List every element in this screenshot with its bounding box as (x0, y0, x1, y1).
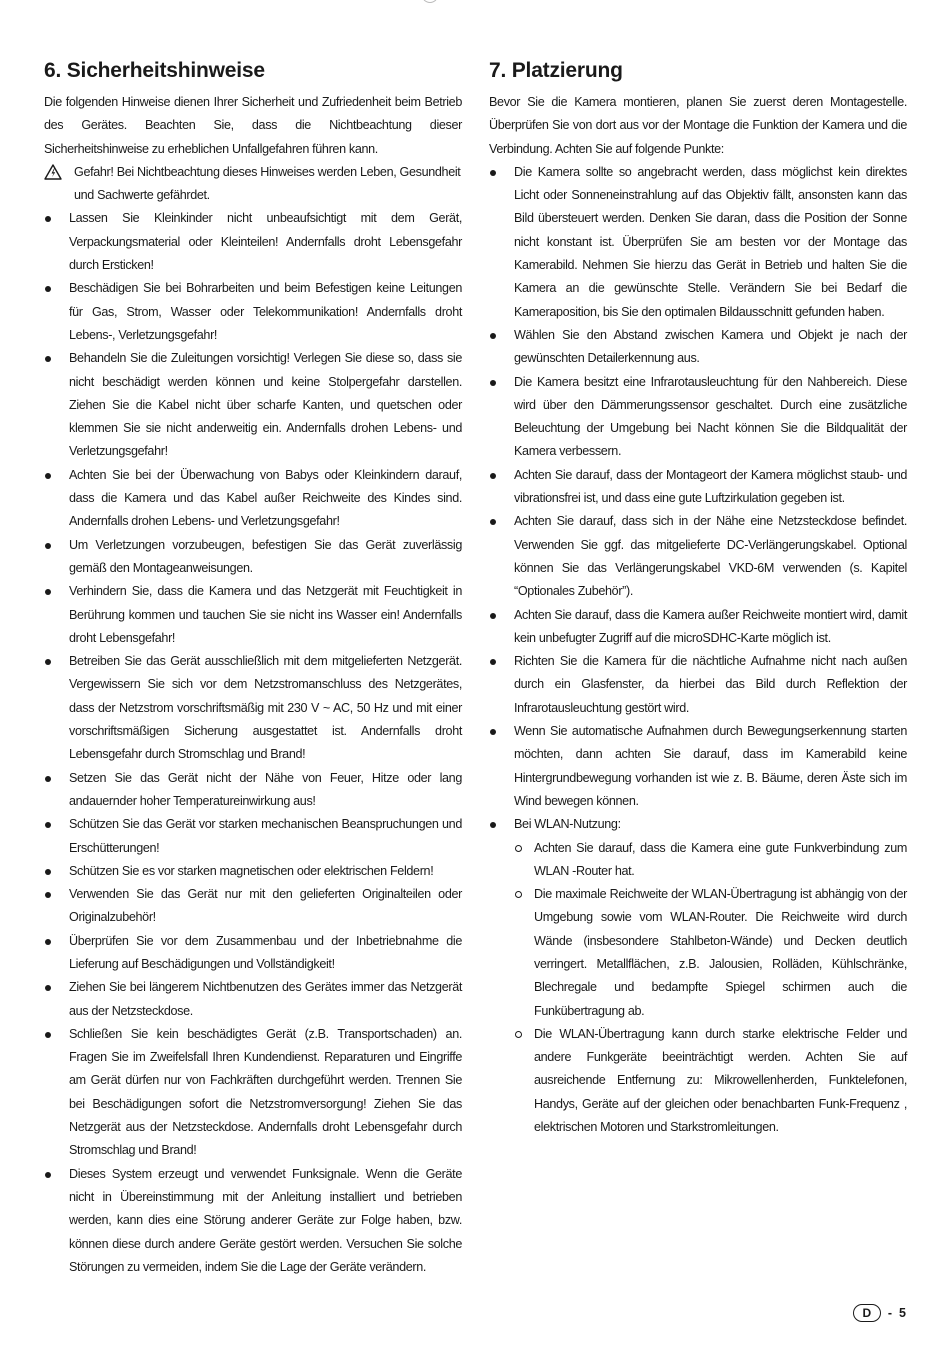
bullet-icon (490, 333, 496, 339)
page-footer (853, 1304, 906, 1322)
list-item (489, 324, 907, 371)
section-intro: Bevor Sie die Kamera montieren, planen Sie zuerst deren Montagestelle. Überprüfen Sie von dort aus vor der Montage die Funktion der Kamera und die Verbindung. Achten Sie auf folgende Punkte: (489, 95, 907, 156)
list-item (489, 650, 907, 720)
list-item (514, 837, 907, 884)
bullet-icon (45, 216, 51, 222)
list-item (489, 371, 907, 464)
warning-triangle-icon (44, 164, 62, 180)
bullet-icon (490, 822, 496, 828)
list-item (44, 464, 462, 534)
list-item-text: Verhindern Sie, dass die Kamera und das Netzgerät mit Feuchtigkeit in Berührung kommen und tauchen Sie sie nicht ins Wasser ein! Andernfalls droht Lebensgefahr! (69, 584, 462, 645)
bullet-icon (45, 1032, 51, 1038)
list-item-text: Achten Sie darauf, dass der Montageort der Kamera möglichst staub- und vibrationsfrei ist, und dass eine gute Luftzirkulation gegeben ist. (514, 467, 907, 506)
list-item-text: Achten Sie bei der Überwachung von Babys oder Kleinkindern darauf, dass die Kamera und das Kabel außer Reichweite des Kindes sind. Andernfalls drohen Lebens- und Verletzungsgefahr! (69, 467, 462, 529)
list-item-text: Richten Sie die Kamera für die nächtliche Aufnahme nicht nach außen durch ein Glasfenster, da hierbei das Bild durch Reflektion der Infrarotausleuchtung gestört wird. (514, 654, 907, 715)
list-item-text: Achten Sie darauf, dass die Kamera eine gute Funkverbindung zum WLAN -Router hat. (534, 840, 907, 878)
list-item (44, 534, 462, 581)
list-item (489, 464, 907, 511)
list-item-text: Die Kamera besitzt eine Infrarotausleuchtung für den Nahbereich. Diese wird über den Dämmerungssensor geschaltet. Durch eine zusätzliche Beleuchtung der Umgebung bei Nacht können Sie die Bildqualität der Kamera verbessern. (514, 374, 907, 459)
list-item (44, 580, 462, 650)
list-item (44, 767, 462, 814)
bullet-icon (45, 985, 51, 991)
circle-bullet-icon (515, 891, 522, 898)
warning-note (44, 161, 462, 208)
list-item-text: Schützen Sie das Gerät vor starken mechanischen Beanspruchungen und Erschütterungen! (69, 817, 462, 855)
list-item-text: Schließen Sie kein beschädigtes Gerät (z.B. Transportschaden) an. Fragen Sie im Zweifelsfall Ihren Kundendienst. Reparaturen und Eingriffe am Gerät dürfen nur von Fachkräften durchgeführt werden. Trennen Sie bei Beschädigungen sofort die Netzstromversorgung! Ziehen Sie das Netzgerät aus der Netzsteckdose. Andernfalls droht Lebensgefahr durch Stromschlag und Brand! (69, 1026, 462, 1158)
placement-list (489, 161, 907, 813)
list-item (44, 813, 462, 860)
bullet-icon (45, 869, 51, 875)
bullet-icon (45, 939, 51, 945)
list-item-text: Achten Sie darauf, dass die Kamera außer Reichweite montiert wird, damit kein unbefugter Zugriff auf die microSDHC-Karte möglich ist. (514, 607, 907, 645)
list-item-text: Die Kamera sollte so angebracht werden, dass möglichst kein direktes Licht oder Sonneneinstrahlung auf das Objektiv fällt, ansonsten kann das Bild übersteuert werden. Denken Sie daran, dass die Position der Sonne nicht konstant ist. Überprüfen Sie am besten vor der Montage das Kamerabild. Nehmen Sie hierzu das Gerät in Betrieb und halten Sie die Kamera an die gewünschte Stelle. Verändern Sie bei Bedarf die Kameraposition, bis Sie den optimalen Bildausschnitt gefunden haben. (514, 164, 907, 319)
warning-text: Gefahr! Bei Nichtbeachtung dieses Hinweises werden Leben, Gesundheit und Sachwerte gefährdet. (74, 164, 461, 203)
list-item (44, 860, 462, 883)
list-item (514, 883, 907, 1023)
bullet-icon (45, 659, 51, 665)
list-item (44, 277, 462, 347)
bullet-icon (45, 473, 51, 479)
list-item-text: Beschädigen Sie bei Bohrarbeiten und beim Befestigen keine Leitungen für Gas, Strom, Wasser oder Telekommunikation! Andernfalls droht Lebens-, Verletzungsgefahr! (69, 281, 462, 342)
bullet-icon (45, 543, 51, 549)
bullet-icon (45, 589, 51, 595)
wlan-label: Bei WLAN-Nutzung: (514, 817, 621, 832)
list-item (489, 813, 907, 1139)
list-item (44, 650, 462, 766)
list-item-text: Behandeln Sie die Zuleitungen vorsichtig! Verlegen Sie diese so, dass sie nicht beschädigt werden können und keine Stolpergefahr darstellen. Ziehen Sie die Kabel nicht über scharfe Kanten, und quetschen oder klemmen Sie sie nicht anderweitig ein. Andernfalls drohen Lebens- und Verletzungsgefahr! (69, 351, 462, 459)
list-item (44, 883, 462, 930)
list-item-text: Schützen Sie es vor starken magnetischen oder elektrischen Feldern! (69, 863, 434, 878)
list-item (44, 930, 462, 977)
bullet-icon (490, 380, 496, 386)
safety-list (44, 207, 462, 1279)
list-item-text: Die maximale Reichweite der WLAN-Übertragung ist abhängig von der Umgebung sowie vom WLAN-Router. Die Reichweite wird durch Wände (insbesondere Stahlbeton-Wände) und Decken deutlich verringert. Metallflächen, z.B. Jalousien, Rolläden, Kühlschränke, Blechregale und bedampfte Spiegel schirmen auch die Funkübertragung ab. (534, 887, 907, 1018)
bullet-icon (45, 892, 51, 898)
section-intro: Die folgenden Hinweise dienen Ihrer Sicherheit und Zufriedenheit beim Betrieb des Gerätes. Beachten Sie, dass die Nichtbeachtung dieser Sicherheitshinweise zu erheblichen Unfallgefahren führen kann. (44, 95, 462, 156)
wlan-list (489, 813, 907, 1139)
bullet-icon (490, 729, 496, 735)
page-separator: - (887, 1306, 893, 1320)
list-item (489, 720, 907, 813)
section-placement (489, 58, 907, 1139)
list-item-text: Achten Sie darauf, dass sich in der Nähe eine Netzsteckdose befindet. Verwenden Sie ggf. das mitgelieferte DC-Verlängerungskabel. Optional können Sie das Verlängerungskabel VKD-6M verwenden (s. Kapitel “Optionales Zubehör”). (514, 514, 907, 599)
crop-mark (422, 0, 438, 4)
bullet-icon (45, 776, 51, 782)
list-item-text: Setzen Sie das Gerät nicht der Nähe von Feuer, Hitze oder lang andauernder hoher Temperatureinwirkung aus! (69, 770, 462, 808)
list-item-text: Wählen Sie den Abstand zwischen Kamera und Objekt je nach der gewünschten Detailerkennung aus. (514, 327, 907, 366)
bullet-icon (45, 286, 51, 292)
list-item-text: Die WLAN-Übertragung kann durch starke elektrische Felder und andere Funkgeräte beeinträchtigt werden. Achten Sie auf ausreichende Entfernung zu: Mikrowellenherden, Funktelefonen, Handys, Geräte auf der gleichen oder benachbarten Funk-Frequenz , elektrischen Motoren und Starkstromleitungen. (534, 1026, 907, 1135)
bullet-icon (45, 356, 51, 362)
section-safety (44, 58, 462, 1279)
list-item-text: Wenn Sie automatische Aufnahmen durch Bewegungserkennung starten möchten, dann achten Sie darauf, dass im Kamerabild keine Hintergrundbewegung vorhanden ist wie z. B. Bäume, deren Äste sich im Wind bewegen können. (514, 724, 907, 808)
list-item (514, 1023, 907, 1139)
list-item-text: Verwenden Sie das Gerät nur mit den gelieferten Originalteilen oder Originalzubehör! (69, 887, 462, 925)
list-item (489, 161, 907, 324)
page-number: 5 (899, 1306, 906, 1320)
list-item (489, 510, 907, 603)
bullet-icon (490, 519, 496, 525)
list-item (44, 347, 462, 463)
section-title: 6. Sicherheitshinweise (44, 59, 265, 82)
circle-bullet-icon (515, 845, 522, 852)
list-item (44, 976, 462, 1023)
country-badge: D (853, 1304, 881, 1322)
bullet-icon (45, 1172, 51, 1178)
list-item (44, 1023, 462, 1163)
bullet-icon (490, 473, 496, 479)
list-item-text: Um Verletzungen vorzubeugen, befestigen Sie das Gerät zuverlässig gemäß den Montageanweisungen. (69, 537, 462, 575)
wlan-sublist (514, 837, 907, 1140)
section-title: 7. Platzierung (489, 59, 623, 82)
circle-bullet-icon (515, 1031, 522, 1038)
bullet-icon (490, 659, 496, 665)
list-item-text: Ziehen Sie bei längerem Nichtbenutzen des Gerätes immer das Netzgerät aus der Netzsteckdose. (69, 980, 462, 1018)
list-item-text: Dieses System erzeugt und verwendet Funksignale. Wenn die Geräte nicht in Übereinstimmung mit der Anleitung installiert und betrieben werden, kann dies eine Störung anderer Geräte zur Folge haben, bzw. können diese durch andere Geräte gestört werden. Versuchen Sie solche Störungen zu vermeiden, indem Sie die Lage der Geräte verändern. (69, 1166, 462, 1274)
bullet-icon (490, 170, 496, 176)
bullet-icon (45, 822, 51, 828)
bullet-icon (490, 613, 496, 619)
list-item (44, 207, 462, 277)
list-item (44, 1163, 462, 1279)
list-item-text: Betreiben Sie das Gerät ausschließlich mit dem mitgelieferten Netzgerät. Vergewissern Sie sich vor dem Netzstromanschluss des Netzgerätes, dass der Netzstrom vorschriftsmäßig mit 230 V ~ AC, 50 Hz und mit einer vorschriftsmäßigen Sicherung ausgestattet ist. Andernfalls droht Lebensgefahr durch Stromschlag und Brand! (69, 654, 462, 762)
list-item-text: Überprüfen Sie vor dem Zusammenbau und der Inbetriebnahme die Lieferung auf Beschädigungen und Vollständigkeit! (69, 933, 462, 971)
list-item (489, 604, 907, 651)
list-item-text: Lassen Sie Kleinkinder nicht unbeaufsichtigt mit dem Gerät, Verpackungsmaterial oder Kleinteilen! Andernfalls droht Lebensgefahr durch Ersticken! (69, 211, 462, 273)
